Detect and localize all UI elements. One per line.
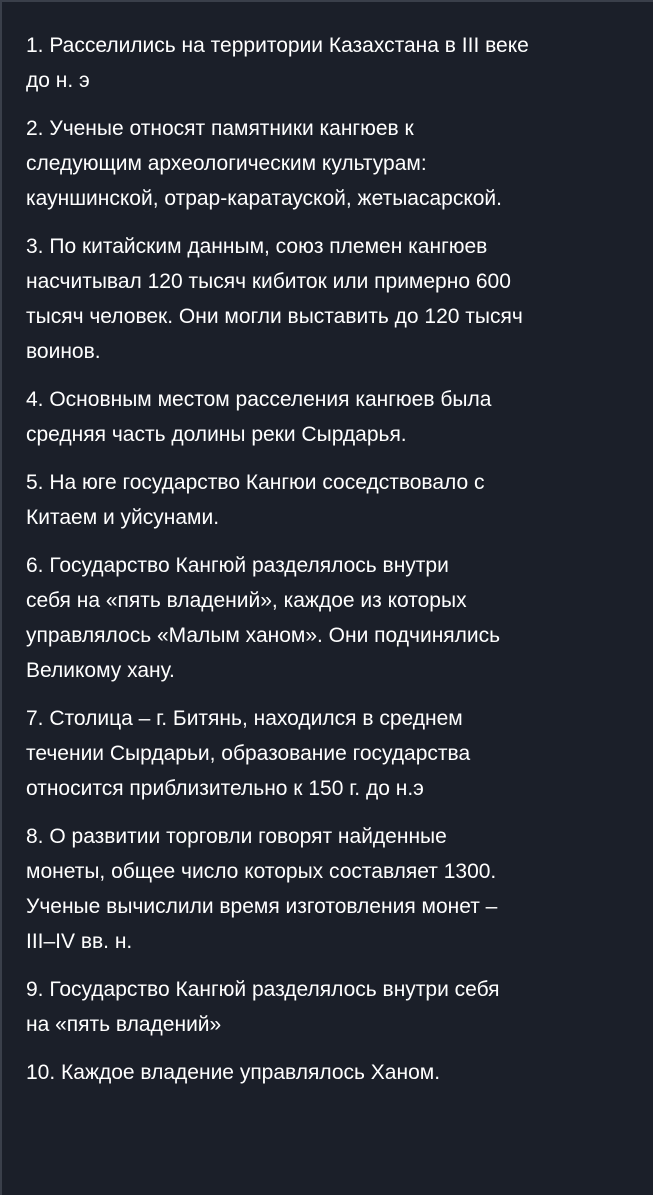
- list-item: [26, 1055, 641, 1090]
- list-item: [26, 701, 641, 806]
- text-line: монеты, общее число которых составляет 1300.: [26, 860, 497, 883]
- list-item: [26, 972, 641, 1042]
- text-line: тысяч человек. Они могли выставить до 120 тысяч: [26, 305, 523, 328]
- text-line: Китаем и уйсунами.: [26, 506, 220, 529]
- text-line: 9. Государство Кангюй разделялось внутри себя: [26, 978, 500, 1001]
- text-line: на «пять владений»: [26, 1013, 222, 1036]
- text-line: 1. Расселились на территории Казахстана в III веке: [26, 34, 529, 57]
- text-line: кауншинской, отрар-каратауской, жетыасарской.: [26, 187, 502, 210]
- list-item: [26, 382, 641, 452]
- text-line: средняя часть долины реки Сырдарья.: [26, 423, 407, 446]
- text-line: до н. э: [26, 69, 90, 92]
- text-line: относится приблизительно к 150 г. до н.э: [26, 777, 424, 800]
- text-line: 6. Государство Кангюй разделялось внутри: [26, 554, 449, 577]
- text-line: 4. Основным местом расселения кангюев была: [26, 388, 492, 411]
- list-item: [26, 548, 641, 688]
- list-item: [26, 465, 641, 535]
- text-line: следующим археологическим культурам:: [26, 152, 427, 175]
- text-line: насчитывал 120 тысяч кибиток или примерно 600: [26, 270, 511, 293]
- list-item: [26, 111, 641, 216]
- text-line: воинов.: [26, 340, 101, 363]
- text-line: 8. О развитии торговли говорят найденные: [26, 825, 447, 848]
- text-line: 7. Столица – г. Битянь, находился в среднем: [26, 707, 463, 730]
- text-line: Ученые вычислили время изготовления монет –: [26, 895, 498, 918]
- text-line: Великому хану.: [26, 659, 175, 682]
- list-item: [26, 819, 641, 959]
- list-item: [26, 28, 641, 98]
- text-line: управлялось «Малым ханом». Они подчинялись: [26, 624, 501, 647]
- text-line: себя на «пять владений», каждое из которых: [26, 589, 467, 612]
- list-item: [26, 229, 641, 369]
- text-line: 2. Ученые относят памятники кангюев к: [26, 117, 414, 140]
- text-line: течении Сырдарьи, образование государства: [26, 742, 471, 765]
- text-line: III–IV вв. н.: [26, 930, 133, 953]
- text-line: 10. Каждое владение управлялось Ханом.: [26, 1061, 441, 1084]
- facts-list: [2, 2, 653, 1090]
- text-line: 3. По китайским данным, союз племен кангюев: [26, 235, 488, 258]
- text-line: 5. На юге государство Кангюи соседствовало с: [26, 471, 485, 494]
